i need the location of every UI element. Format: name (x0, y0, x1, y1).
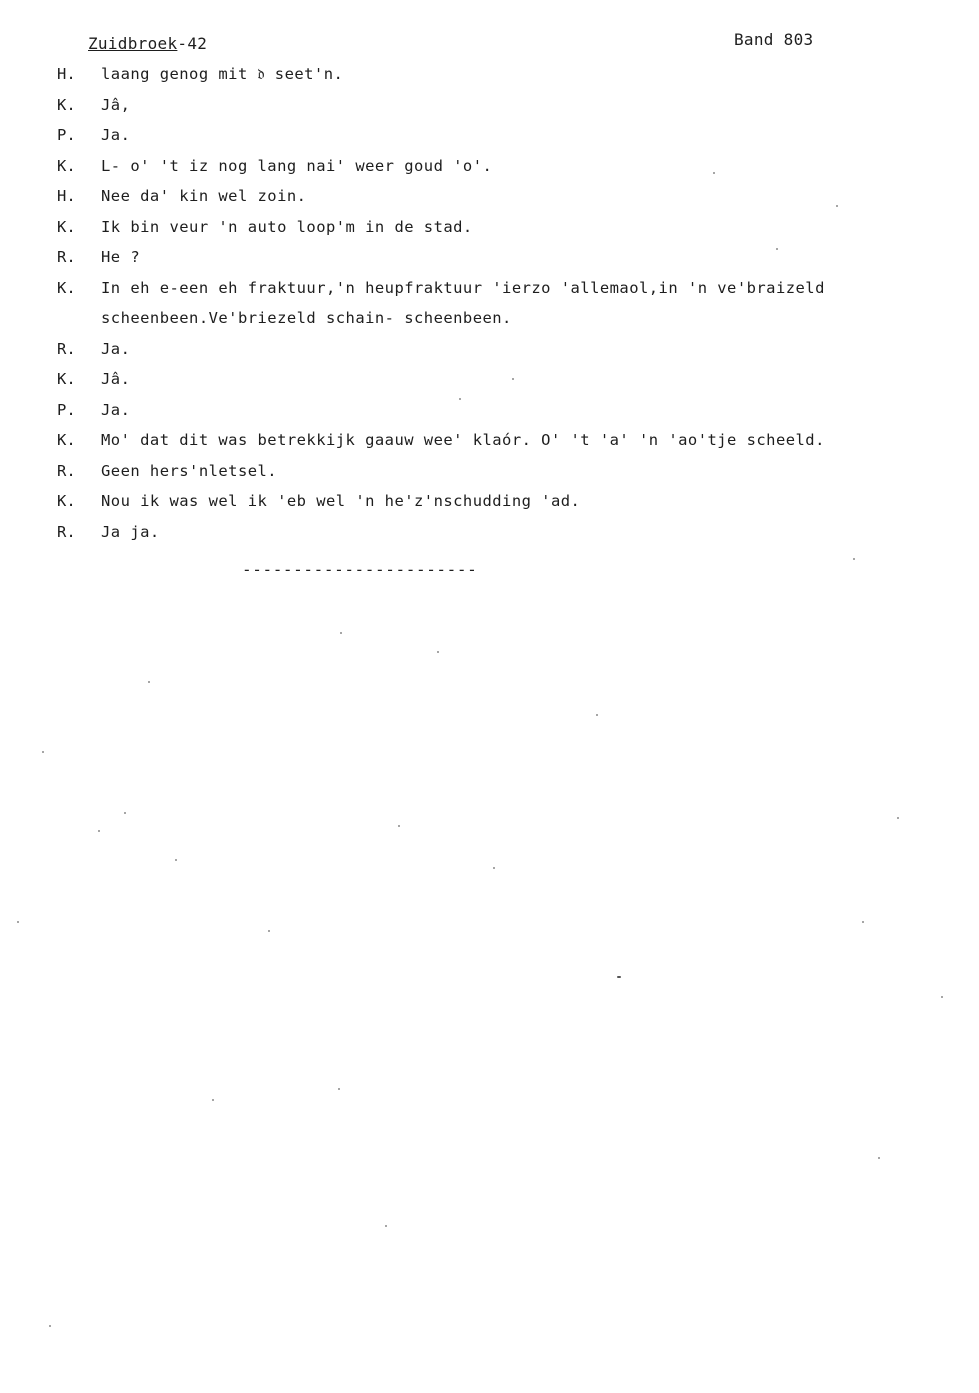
transcript-line (57, 93, 957, 124)
utterance: He ? (101, 248, 141, 266)
speaker: H. (57, 187, 76, 205)
scan-speck (941, 996, 943, 998)
speaker: K. (57, 95, 76, 114)
scan-speck (493, 867, 495, 869)
utterance: Nee da' kin wel zoin. (101, 187, 307, 205)
transcript-line (57, 184, 957, 215)
scan-speck (338, 1088, 340, 1090)
location-name: Zuidbroek (88, 34, 178, 53)
scan-speck (148, 681, 150, 683)
utterance: Jâ, (101, 95, 131, 114)
scan-speck (212, 1099, 214, 1101)
utterance: Ja. (101, 400, 131, 419)
transcript-line (57, 276, 957, 307)
scan-speck (459, 398, 461, 400)
utterance: Ja. (101, 339, 131, 358)
transcript-line (57, 154, 957, 185)
page-title (88, 34, 207, 53)
scan-speck (836, 205, 838, 207)
scan-speck (98, 830, 100, 832)
scan-speck (42, 751, 44, 753)
scan-speck (437, 651, 439, 653)
transcript-line (57, 459, 957, 490)
speaker: H. (57, 65, 76, 83)
transcript-line (57, 62, 957, 93)
utterance: Jâ. (101, 370, 131, 388)
scan-speck (398, 825, 400, 827)
scan-speck (17, 921, 19, 923)
utterance: In eh e-een eh fraktuur,'n heupfraktuur 'ierzo 'allemaol,in 'n ve'braizeld (101, 278, 825, 297)
transcript-line (57, 367, 957, 398)
transcript-line (57, 520, 957, 551)
speaker: K. (57, 156, 76, 175)
scan-speck (897, 817, 899, 819)
speaker: K. (57, 492, 76, 510)
transcript-line (57, 489, 957, 520)
speaker: K. (57, 370, 76, 388)
utterance: Ja ja. (101, 522, 160, 541)
transcript-line (57, 245, 957, 276)
speaker: P. (57, 126, 76, 144)
speaker: K. (57, 278, 76, 297)
scan-speck (268, 930, 270, 932)
scan-speck (617, 976, 621, 978)
utterance: Ja. (101, 126, 131, 144)
speaker: P. (57, 400, 76, 419)
scan-speck (878, 1157, 880, 1159)
speaker: R. (57, 248, 76, 266)
speaker: K. (57, 431, 76, 449)
transcript-line-continuation (57, 306, 957, 337)
scan-speck (776, 248, 778, 250)
scan-speck (713, 172, 715, 174)
utterance: scheenbeen.Ve'briezeld schain- scheenbeen. (101, 309, 512, 327)
transcript-line (57, 398, 957, 429)
scan-speck (596, 714, 598, 716)
transcript-lines (57, 62, 957, 550)
speaker: K. (57, 217, 76, 236)
speaker: R. (57, 461, 76, 480)
transcript-line (57, 123, 957, 154)
utterance: Nou ik was wel ik 'eb wel 'n he'z'nschudding 'ad. (101, 492, 581, 510)
utterance: laang genog mit 𝔡 seet'n. (101, 65, 344, 83)
utterance: Geen hers'nletsel. (101, 461, 278, 480)
scan-speck (385, 1225, 387, 1227)
utterance: Mo' dat dit was betrekkijk gaauw wee' klaór. O' 't 'a' 'n 'ao'tje scheeld. (101, 431, 825, 449)
scan-speck (49, 1325, 51, 1327)
utterance: Ik bin veur 'n auto loop'm in de stad. (101, 217, 473, 236)
transcript-line (57, 215, 957, 246)
transcript-line (57, 337, 957, 368)
speaker: R. (57, 522, 76, 541)
scan-speck (853, 558, 855, 560)
scan-speck (175, 859, 177, 861)
transcript-line (57, 428, 957, 459)
utterance: L- o' 't iz nog lang nai' weer goud 'o'. (101, 156, 493, 175)
band-label: Band 803 (734, 30, 814, 49)
page-number: -42 (177, 34, 208, 53)
scan-speck (512, 378, 514, 380)
scan-speck (862, 921, 864, 923)
end-divider: ----------------------- (242, 560, 478, 579)
scan-speck (340, 632, 342, 634)
speaker: R. (57, 339, 76, 358)
scan-speck (124, 812, 126, 814)
